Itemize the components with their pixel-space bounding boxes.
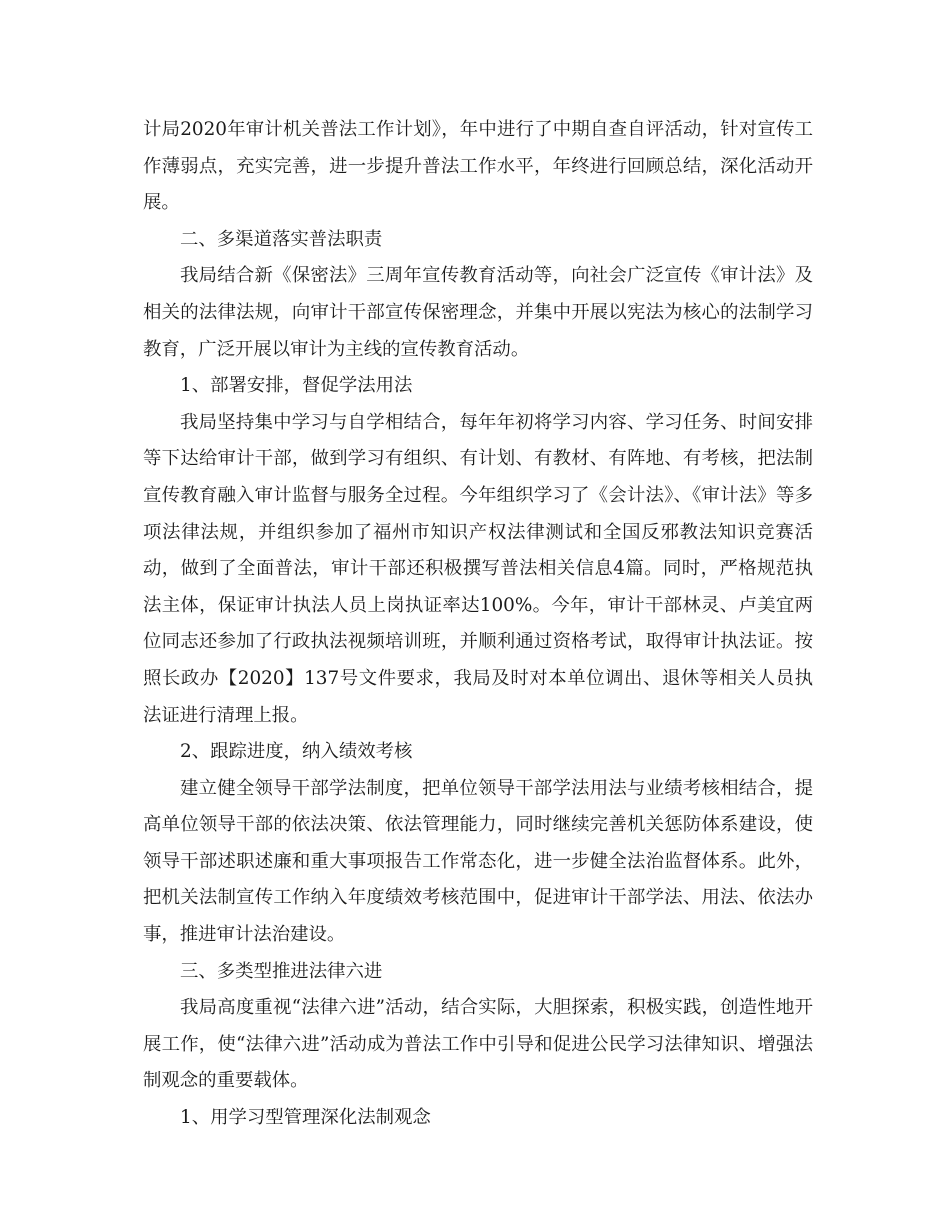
heading-section-three: 三、多类型推进法律六进 xyxy=(180,960,383,982)
paragraph-section-three-intro: 我局高度重视“法律六进”活动，结合实际，大胆探索，积极实践，创造性地开展工作，使“法律六进”活动成为普法工作中引导和促进公民学习法律知识、增强法制观念的重要载体。 xyxy=(143,997,813,1092)
paragraph-progress-tracking: 建立健全领导干部学法制度，把单位领导干部学法用法与业绩考核相结合，提高单位领导干部的依法决策、依法管理能力，同时继续完善机关惩防体系建设，使领导干部述职述廉和重大事项报告工作常态化，进一步健全法治监督体系。此外，把机关法制宣传工作纳入年度绩效考核范围中，促进审计干部学法、用法、依法办事，推进审计法治建设。 xyxy=(143,777,813,946)
subheading-learning-management: 1、用学习型管理深化法制观念 xyxy=(180,1107,431,1129)
heading-section-two: 二、多渠道落实普法职责 xyxy=(180,228,383,250)
document-body xyxy=(143,112,813,1137)
paragraph-deployment: 我局坚持集中学习与自学相结合，每年年初将学习内容、学习任务、时间安排等下达给审计干部，做到学习有组织、有计划、有教材、有阵地、有考核，把法制宣传教育融入审计监督与服务全过程。今年组织学习了《会计法》、《审计法》等多项法律法规，并组织参加了福州市知识产权法律测试和全国反邪教法知识竞赛活动，做到了全面普法，审计干部还积极撰写普法相关信息4篇。同时，严格规范执法主体，保证审计执法人员上岗执证率达100%。今年，审计干部林灵、卢美宜两位同志还参加了行政执法视频培训班，并顺利通过资格考试，取得审计执法证。按照长政办【2020】137号文件要求，我局及时对本单位调出、退休等相关人员执法证进行清理上报。 xyxy=(143,411,813,726)
subheading-progress-tracking: 2、跟踪进度，纳入绩效考核 xyxy=(180,741,413,763)
paragraph-section-two-intro: 我局结合新《保密法》三周年宣传教育活动等，向社会广泛宣传《审计法》及相关的法律法规，向审计干部宣传保密理念，并集中开展以宪法为核心的法制学习教育，广泛开展以审计为主线的宣传教育活动。 xyxy=(143,265,813,360)
paragraph-plan-summary: 计局2020年审计机关普法工作计划》，年中进行了中期自查自评活动，针对宣传工作薄弱点，充实完善，进一步提升普法工作水平，年终进行回顾总结，深化活动开展。 xyxy=(143,119,813,214)
subheading-deployment: 1、部署安排，督促学法用法 xyxy=(180,375,413,397)
